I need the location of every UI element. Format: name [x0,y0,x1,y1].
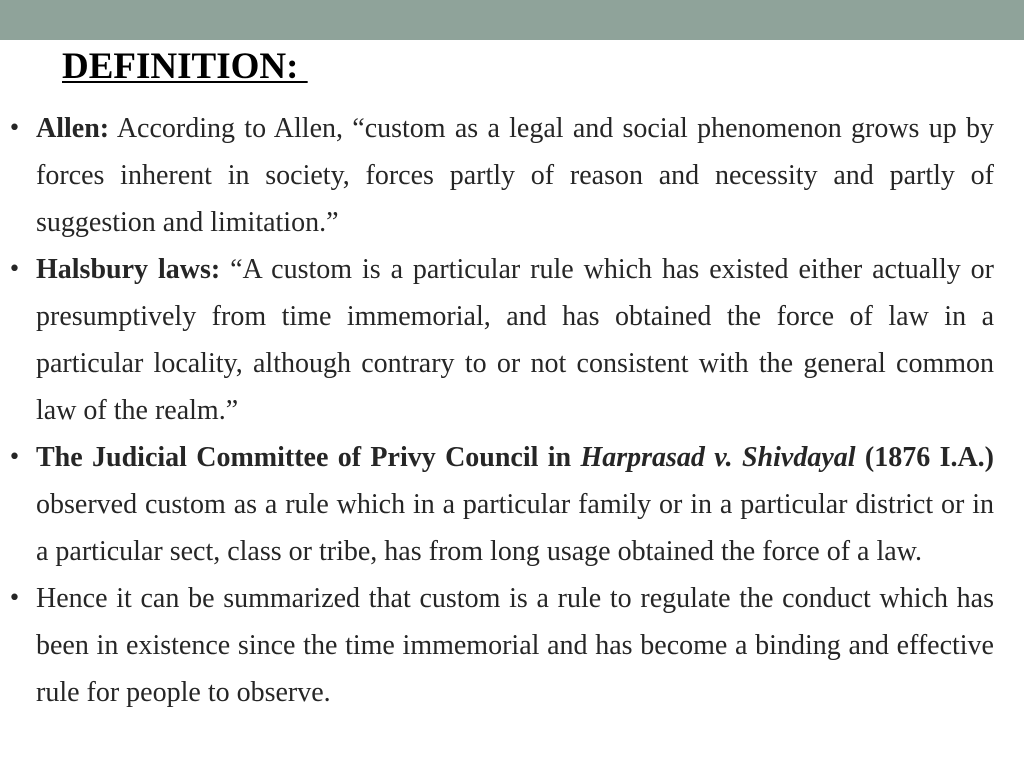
bullet-privy-council [8,434,995,575]
bullet-halsbury [8,246,995,434]
bullet-summary [8,575,994,716]
bullet-text: Hence it can be summarized that custom is a rule to regulate the conduct which has been in existence since the time immemorial and has become a binding and effective rule for people to observe. [36,583,994,708]
bullet-text: “A custom is a particular rule which has existed either actually or presumptively from time immemorial, and has obtained the force of law in a particular locality, although contrary to or not consistent with the general common law of the realm.” [36,254,995,426]
bullet-list [8,105,995,716]
bullet-lead: Allen: [36,113,110,144]
bullet-allen [8,105,994,246]
bullet-dot-icon: • [8,116,21,141]
bullet-lead: The Judicial Committee of Privy Council in [36,442,581,473]
bullet-dot-icon: • [8,445,21,470]
slide-title: DEFINITION: [62,46,308,87]
bullet-dot-icon: • [8,257,21,282]
bullet-text: According to Allen, “custom as a legal and social phenomenon grows up by forces inherent in society, forces partly of reason and necessity and partly of suggestion and limitation.” [36,113,994,238]
slide-header-bar [0,0,1024,40]
case-citation: (1876 I.A.) [855,442,995,473]
bullet-text: observed custom as a rule which in a particular family or in a particular district or in a particular sect, class or tribe, has from long usage obtained the force of a law. [36,489,994,567]
bullet-dot-icon: • [8,586,21,611]
bullet-lead: Halsbury laws: [36,254,221,285]
case-name: Harprasad v. Shivdayal [580,442,856,473]
